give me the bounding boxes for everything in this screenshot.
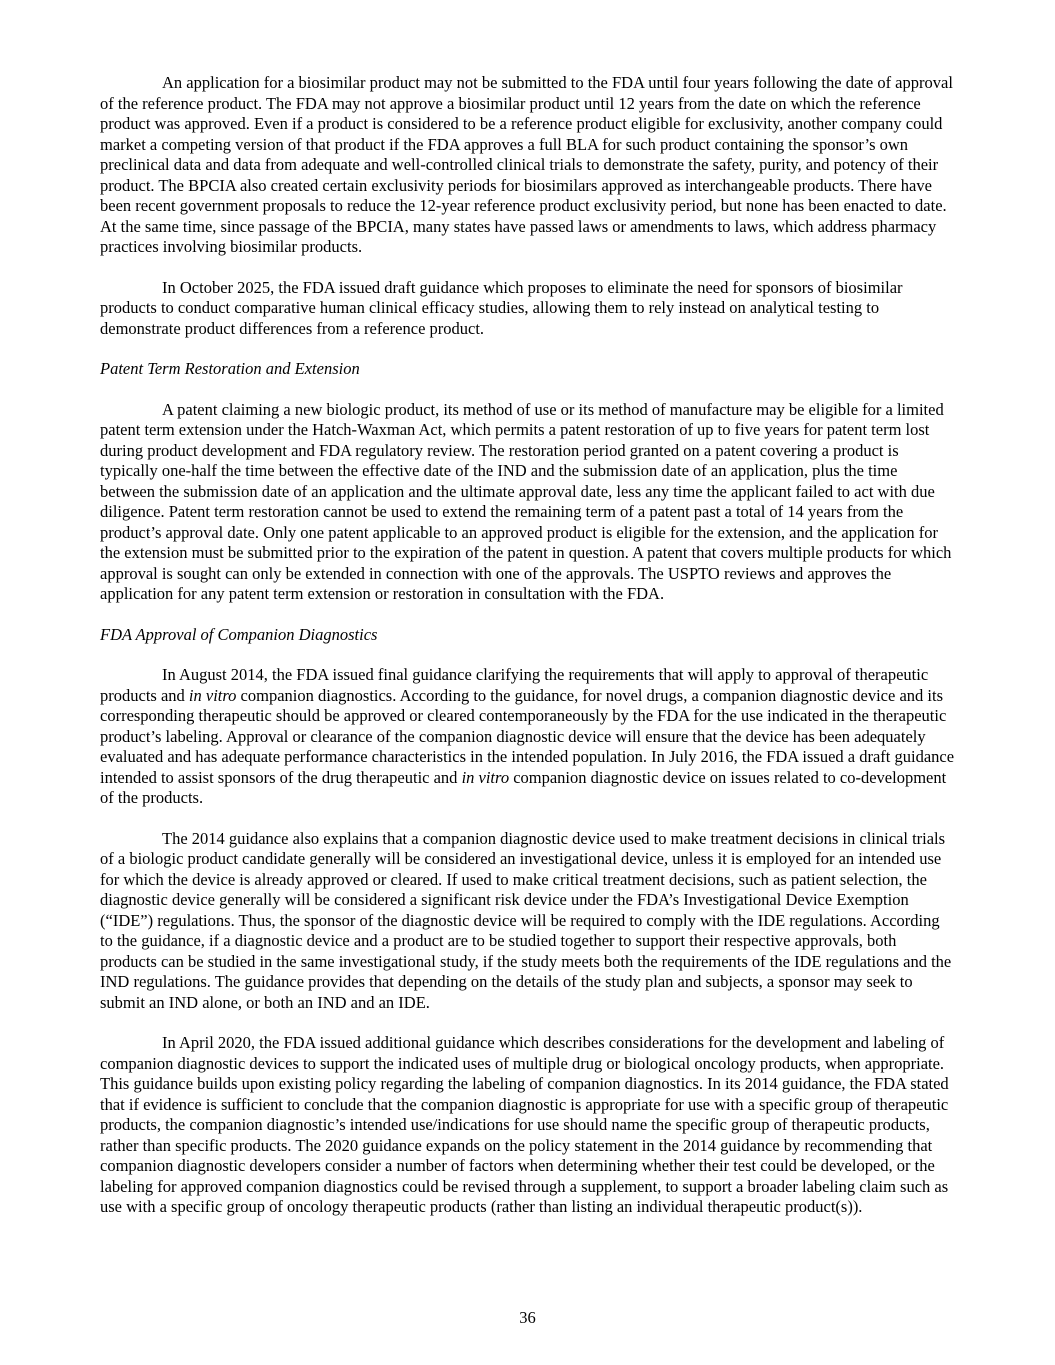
text-run: An application for a biosimilar product may not be submitted to the FDA until four years following the date of approval of the reference product. The FDA may not approve a biosimilar product until 12 years from the date on which the reference product was approved. Even if a product is considered to be a reference product eligible for exclusivity, another company could market a competing version of that product if the FDA approves a full BLA for such product containing the sponsor’s own preclinical data and data from adequate and well-controlled clinical trials to demonstrate the safety, purity, and potency of their product. The BPCIA also created certain exclusivity periods for biosimilars approved as interchangeable products. There have been recent government proposals to reduce the 12-year reference product exclusivity period, but none has been enacted to date. At the same time, since passage of the BPCIA, many states have passed laws or amendments to laws, which address pharmacy practices involving biosimilar products.: [100, 73, 953, 256]
text-run: In August 2014, the FDA issued final guidance clarifying the requirements that will apply to approval of therapeutic products and: [100, 665, 929, 705]
text-run: companion diagnostics. According to the guidance, for novel drugs, a companion diagnostic device and its corresponding therapeutic should be approved or cleared contemporaneously by the FDA for the use indicated in the therapeutic product’s labeling. Approval or clearance of the companion diagnostic device will ensure that the device has been adequately evaluated and has adequate performance characteristics in the intended population. In July 2016, the FDA issued a draft guidance intended to assist sponsors of the drug therapeutic and: [100, 685, 955, 787]
text-run: The 2014 guidance also explains that a companion diagnostic device used to make treatment decisions in clinical trials of a biologic product candidate generally will be considered an investigational device, unless it is employed for an intended use for which the device is already approved or cleared. If used to make critical treatment decisions, such as patient selection, the diagnostic device generally will be considered a significant risk device under the FDA’s Investigational Device Exemption (“IDE”) regulations. Thus, the sponsor of the diagnostic device will be required to comply with the IDE regulations. According to the guidance, if a diagnostic device and a product are to be studied together to support their respective approvals, both products can be studied in the same investigational study, if the study meets both the requirements of the IDE regulations and the IND regulations. The guidance provides that depending on the details of the study plan and subjects, a sponsor may seek to submit an IND alone, or both an IND and an IDE.: [100, 828, 952, 1012]
section-heading: [100, 359, 956, 380]
text-run: In October 2025, the FDA issued draft guidance which proposes to eliminate the need for sponsors of biosimilar products to conduct comparative human clinical efficacy studies, allowing them to rely instead on analytical testing to demonstrate product differences from a reference product.: [100, 277, 903, 338]
text-run: Patent Term Restoration and Extension: [100, 359, 360, 378]
text-run: A patent claiming a new biologic product, its method of use or its method of manufacture may be eligible for a limited patent term extension under the Hatch-Waxman Act, which permits a patent restoration of up to five years for patent term lost during product development and FDA regulatory review. The restoration period granted on a patent covering a product is typically one-half the time between the effective date of the IND and the submission date of an application, plus the time between the submission date of an application and the ultimate approval date, less any time the applicant failed to act with due diligence. Patent term restoration cannot be used to extend the remaining term of a patent past a total of 14 years from the product’s approval date. Only one patent applicable to an approved product is eligible for the extension, and the application for the extension must be submitted prior to the expiration of the patent in question. A patent that covers multiple products for which approval is sought can only be extended in connection with one of the approvals. The USPTO reviews and approves the application for any patent term extension or restoration in consultation with the FDA.: [100, 399, 952, 603]
text-run: FDA Approval of Companion Diagnostics: [100, 624, 378, 644]
paragraph: [100, 73, 956, 258]
paragraph: [100, 1033, 956, 1218]
text-run: In April 2020, the FDA issued additional guidance which describes considerations for the development and labeling of companion diagnostic devices to support the indicated uses of multiple drug or biological oncology products, when appropriate. This guidance builds upon existing policy regarding the labeling of companion diagnostics. In its 2014 guidance, the FDA stated that if evidence is sufficient to conclude that the companion diagnostic is appropriate for use with a specific group of therapeutic products, the companion diagnostic’s intended use/indications for use should name the specific group of therapeutic products, rather than specific products. The 2020 guidance expands on the policy statement in the 2014 guidance by recommending that companion diagnostic developers consider a number of factors when determining whether their test could be developed, or the labeling for approved companion diagnostics could be revised through a supplement, to support a broader labeling claim such as use with a specific group of oncology therapeutic products (rather than listing an individual therapeutic product(s)).: [100, 1033, 949, 1216]
text-run: in vitro: [461, 767, 510, 787]
text-run: companion diagnostic device on issues related to co-development of the products.: [100, 767, 947, 807]
page-number: 36: [519, 1308, 536, 1327]
text-run: in vitro: [188, 685, 237, 705]
document-body: [100, 73, 956, 1238]
paragraph: [100, 665, 956, 809]
paragraph: [100, 278, 956, 340]
paragraph: [100, 400, 956, 605]
paragraph: [100, 829, 956, 1014]
section-heading: [100, 625, 956, 646]
